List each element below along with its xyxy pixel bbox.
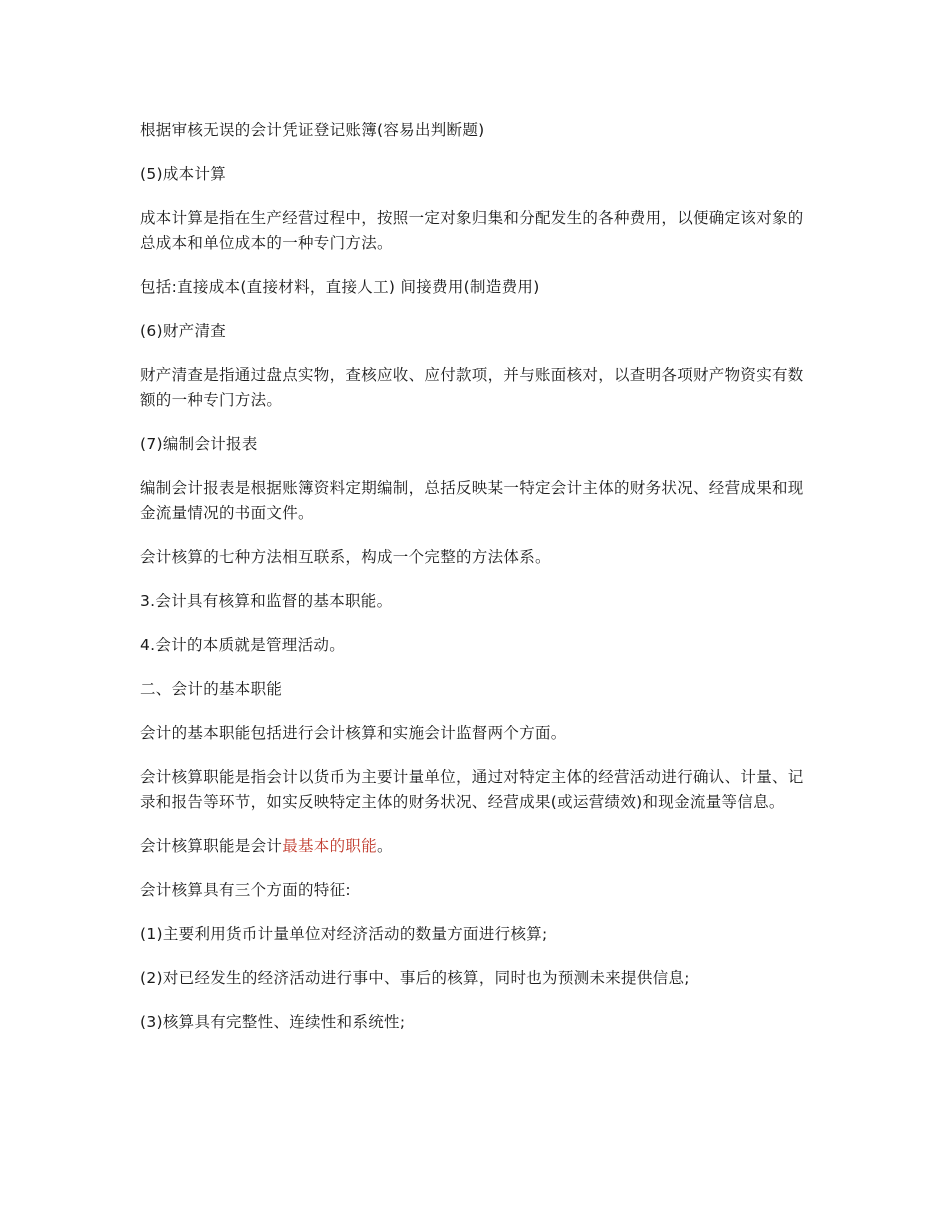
text-after-highlight: 。 bbox=[377, 837, 393, 855]
section-heading: (6)财产清查 bbox=[140, 322, 227, 340]
list-item: (2)对已经发生的经济活动进行事中、事后的核算，同时也为预测未来提供信息; bbox=[140, 969, 690, 987]
list-item: (1)主要利用货币计量单位对经济活动的数量方面进行核算; bbox=[140, 925, 548, 943]
paragraph: 财产清查是指通过盘点实物，查核应收、应付款项，并与账面核对，以查明各项财产物资实有数额的一种专门方法。 bbox=[140, 366, 804, 409]
list-item: (3)核算具有完整性、连续性和系统性; bbox=[140, 1013, 406, 1031]
section-heading: (7)编制会计报表 bbox=[140, 435, 258, 453]
paragraph: 会计核算职能是指会计以货币为主要计量单位，通过对特定主体的经营活动进行确认、计量、记录和报告等环节，如实反映特定主体的财务状况、经营成果(或运营绩效)和现金流量等信息。 bbox=[140, 768, 804, 811]
highlighted-text: 最基本的职能 bbox=[282, 837, 378, 855]
paragraph: 根据审核无误的会计凭证登记账簿(容易出判断题) bbox=[140, 121, 485, 139]
document-body bbox=[140, 118, 810, 1054]
paragraph: 会计的基本职能包括进行会计核算和实施会计监督两个方面。 bbox=[140, 724, 567, 742]
paragraph: 成本计算是指在生产经营过程中，按照一定对象归集和分配发生的各种费用，以便确定该对象的总成本和单位成本的一种专门方法。 bbox=[140, 209, 804, 252]
paragraph: 包括:直接成本(直接材料，直接人工) 间接费用(制造费用) bbox=[140, 278, 540, 296]
paragraph: 会计核算具有三个方面的特征: bbox=[140, 881, 351, 899]
paragraph: 会计核算的七种方法相互联系，构成一个完整的方法体系。 bbox=[140, 548, 551, 566]
section-heading: (5)成本计算 bbox=[140, 165, 227, 183]
paragraph: 4.会计的本质就是管理活动。 bbox=[140, 636, 345, 654]
paragraph: 3.会计具有核算和监督的基本职能。 bbox=[140, 592, 393, 610]
section-heading: 二、会计的基本职能 bbox=[140, 680, 283, 698]
text-before-highlight: 会计核算职能是会计 bbox=[140, 837, 283, 855]
paragraph: 编制会计报表是根据账簿资料定期编制，总括反映某一特定会计主体的财务状况、经营成果和现金流量情况的书面文件。 bbox=[140, 479, 804, 522]
paragraph-with-highlight bbox=[140, 834, 810, 859]
